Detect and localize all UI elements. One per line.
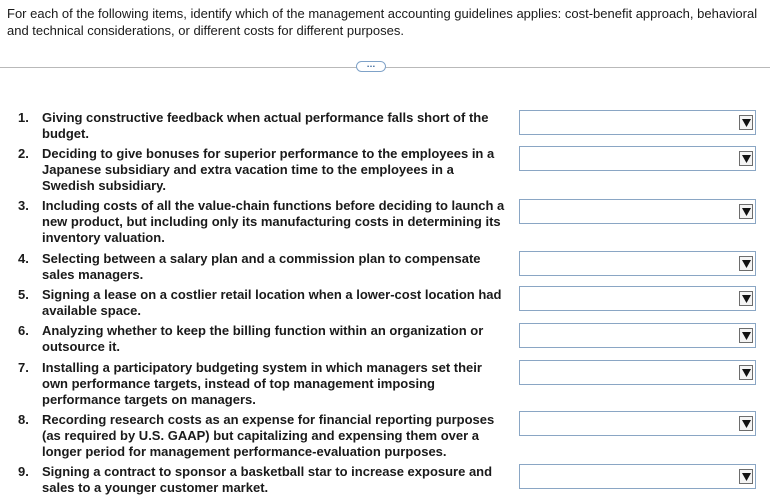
expand-more-button[interactable] <box>356 61 386 72</box>
guideline-dropdown[interactable] <box>519 251 756 276</box>
triangle-down-icon[interactable] <box>739 151 753 166</box>
guideline-dropdown[interactable] <box>519 146 756 171</box>
item-number: 4. <box>18 251 29 266</box>
item-number: 9. <box>18 464 29 479</box>
item-text: Recording research costs as an expense for financial reporting purposes (as required by U.S. GAAP) but capitalizing and expensing them over a longer period for management performance-evaluation purposes. <box>42 412 495 459</box>
triangle-down-icon[interactable] <box>739 115 753 130</box>
item-text: Analyzing whether to keep the billing function within an organization or outsource it. <box>42 323 484 354</box>
triangle-down-icon[interactable] <box>739 291 753 306</box>
instructions-text: For each of the following items, identify which of the management accounting guidelines applies: cost-benefit approach, behavioral and technical considerations, or different costs for different purposes. <box>7 6 758 38</box>
item-text: Deciding to give bonuses for superior performance to the employees in a Japanese subsidiary and extra vacation time to the employees in a Swedish subsidiary. <box>42 146 495 193</box>
item-number: 5. <box>18 287 29 302</box>
item-text: Including costs of all the value-chain functions before deciding to launch a new product, but including only its manufacturing costs in determining its inventory valuation. <box>42 198 505 245</box>
triangle-down-icon[interactable] <box>739 365 753 380</box>
triangle-down-icon[interactable] <box>739 469 753 484</box>
triangle-down-icon[interactable] <box>739 256 753 271</box>
guideline-dropdown[interactable] <box>519 411 756 436</box>
triangle-down-icon[interactable] <box>739 328 753 343</box>
guideline-dropdown[interactable] <box>519 110 756 135</box>
item-number: 3. <box>18 198 29 213</box>
item-number: 1. <box>18 110 29 125</box>
item-text: Selecting between a salary plan and a commission plan to compensate sales managers. <box>42 251 481 282</box>
item-text: Giving constructive feedback when actual performance falls short of the budget. <box>42 110 489 141</box>
ellipsis-icon: … <box>366 59 376 69</box>
guideline-dropdown[interactable] <box>519 286 756 311</box>
item-text: Installing a participatory budgeting system in which managers set their own performance targets, instead of top management imposing performance targets on managers. <box>42 360 482 407</box>
item-number: 8. <box>18 412 29 427</box>
triangle-down-icon[interactable] <box>739 416 753 431</box>
item-number: 2. <box>18 146 29 161</box>
guideline-dropdown[interactable] <box>519 360 756 385</box>
item-number: 6. <box>18 323 29 338</box>
item-number: 7. <box>18 360 29 375</box>
guideline-dropdown[interactable] <box>519 199 756 224</box>
item-text: Signing a lease on a costlier retail location when a lower-cost location had available space. <box>42 287 502 318</box>
item-text: Signing a contract to sponsor a basketball star to increase exposure and sales to a younger customer market. <box>42 464 493 495</box>
guideline-dropdown[interactable] <box>519 323 756 348</box>
triangle-down-icon[interactable] <box>739 204 753 219</box>
guideline-dropdown[interactable] <box>519 464 756 489</box>
